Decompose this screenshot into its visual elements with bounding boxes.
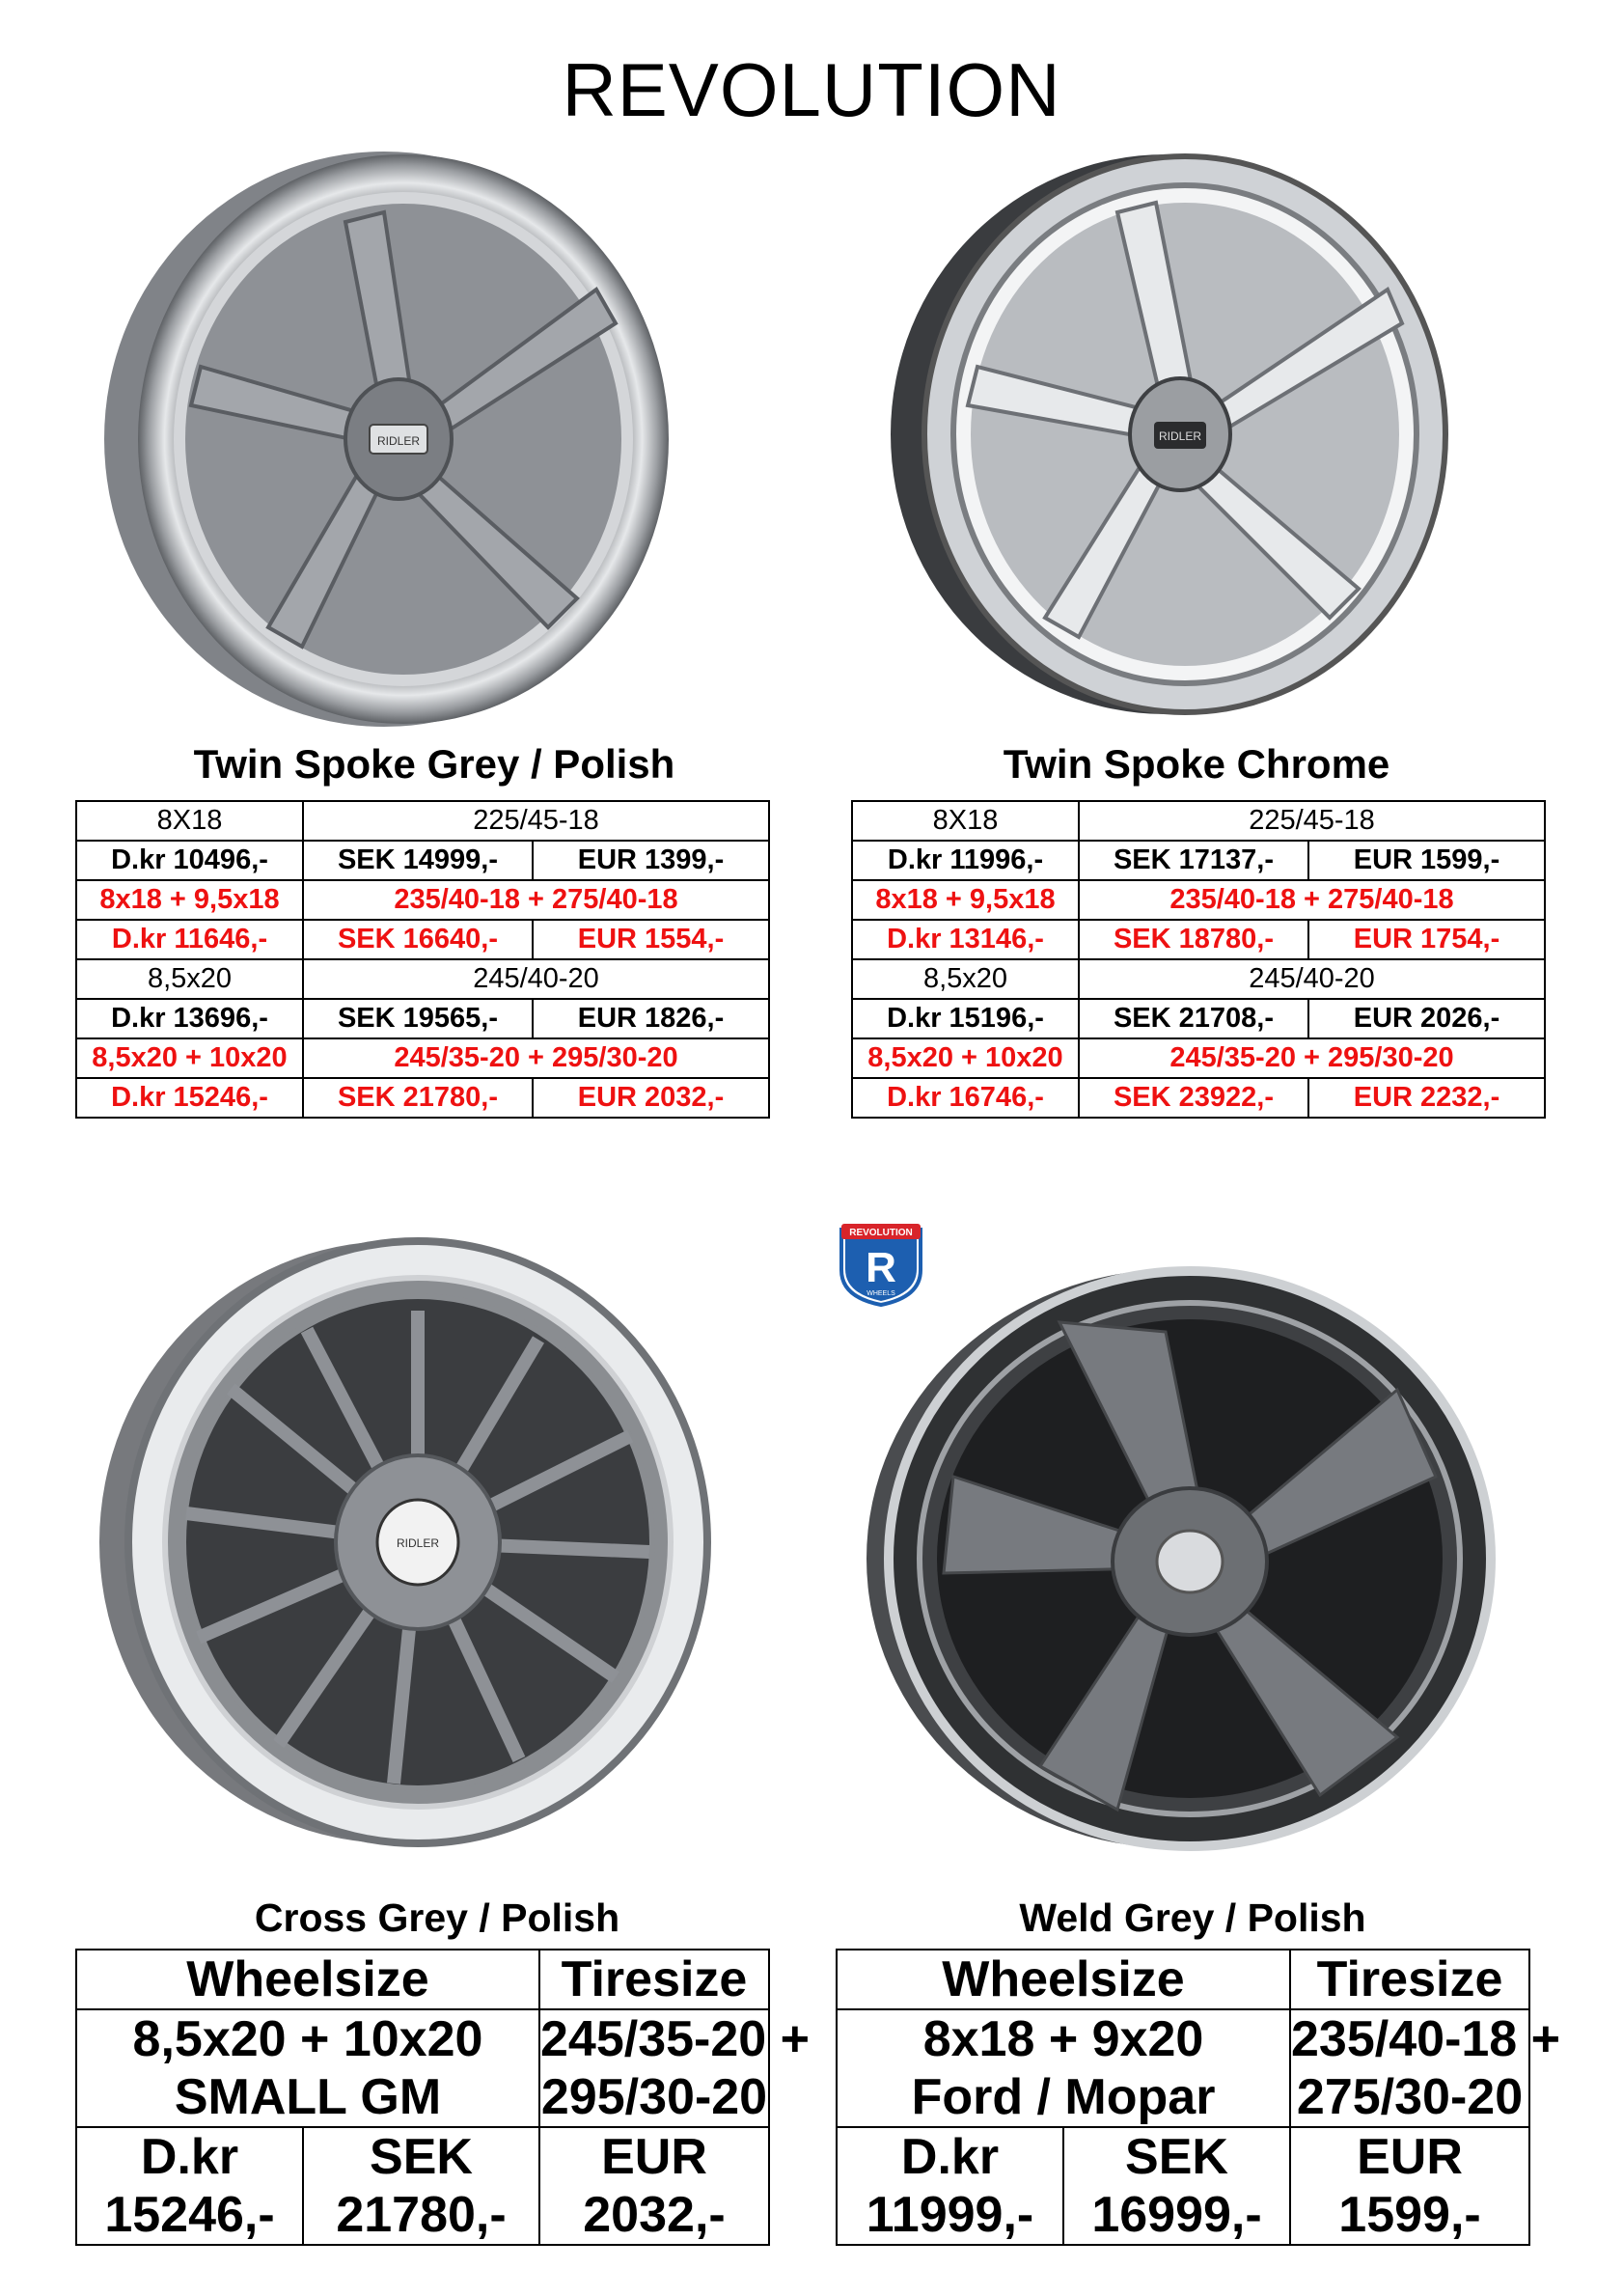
tire-size-cell: 245/35-20 + 295/30-20 [303, 1038, 769, 1078]
wheel-title-twin-spoke-grey: Twin Spoke Grey / Polish [193, 741, 675, 787]
wheel-size-cell: 8,5x20 + 10x20 [76, 1038, 303, 1078]
wheel-size-cell: 8,5x20 [76, 959, 303, 999]
logo-text: REVOLUTION [849, 1228, 913, 1238]
wheelsize-value [76, 2009, 539, 2127]
price-table-cross-grey [75, 1949, 811, 2246]
tiresize-line-2: 295/30-20 [540, 2069, 768, 2125]
wheel-size-cell: 8x18 + 9,5x18 [852, 880, 1079, 920]
weld-grey-wheel-image [857, 1255, 1532, 1853]
price-dkr-cell: D.kr 15196,- [852, 999, 1079, 1038]
center-cap-label: RIDLER [1158, 429, 1202, 443]
tiresize-line-1: 245/35-20 + [540, 2011, 811, 2067]
page-title: REVOLUTION [562, 47, 1061, 132]
center-cap-label: RIDLER [376, 434, 421, 448]
tire-size-cell: 245/35-20 + 295/30-20 [1079, 1038, 1545, 1078]
currency-label: EUR [601, 2129, 707, 2185]
tire-size-cell: 225/45-18 [303, 801, 769, 841]
price-table-weld-grey [836, 1949, 1561, 2246]
price-eur-cell [539, 2127, 769, 2245]
tiresize-line-1: 235/40-18 + [1291, 2011, 1561, 2067]
price-eur-cell: EUR 2026,- [1308, 999, 1545, 1038]
price-eur-cell: EUR 1554,- [533, 920, 769, 959]
price-value: 11999,- [866, 2187, 1034, 2243]
wheel-size-cell: 8X18 [852, 801, 1079, 841]
twin-spoke-grey-wheel-image [95, 145, 731, 733]
price-dkr-cell: D.kr 11996,- [852, 841, 1079, 880]
price-dkr-cell [76, 2127, 303, 2245]
cross-grey-wheel-image [85, 1233, 751, 1851]
price-sek-cell [303, 2127, 539, 2245]
tiresize-line-2: 275/30-20 [1296, 2069, 1524, 2125]
price-dkr-cell: D.kr 16746,- [852, 1078, 1079, 1118]
tire-size-cell: 245/40-20 [303, 959, 769, 999]
twin-spoke-chrome-wheel-image [876, 145, 1494, 733]
price-sek-cell: SEK 23922,- [1079, 1078, 1308, 1118]
wheel-title-weld-grey: Weld Grey / Polish [1019, 1895, 1366, 1940]
price-dkr-cell: D.kr 10496,- [76, 841, 303, 880]
tire-size-cell: 225/45-18 [1079, 801, 1545, 841]
price-table-twin-spoke-chrome [851, 800, 1546, 1119]
price-dkr-cell: D.kr 13146,- [852, 920, 1079, 959]
price-dkr-cell [837, 2127, 1063, 2245]
price-eur-cell [1290, 2127, 1529, 2245]
price-eur-cell: EUR 1399,- [533, 841, 769, 880]
price-value: 21780,- [336, 2187, 507, 2243]
price-eur-cell: EUR 2232,- [1308, 1078, 1545, 1118]
tiresize-header: Tiresize [539, 1950, 769, 2009]
wheelsize-line-2: SMALL GM [174, 2069, 442, 2125]
price-table-twin-spoke-grey [75, 800, 770, 1119]
price-eur-cell: EUR 1599,- [1308, 841, 1545, 880]
price-sek-cell: SEK 14999,- [303, 841, 533, 880]
tiresize-value [539, 2009, 811, 2127]
tire-size-cell: 235/40-18 + 275/40-18 [303, 880, 769, 920]
price-value: 1599,- [1338, 2187, 1481, 2243]
wheelsize-line-1: 8x18 + 9x20 [922, 2011, 1204, 2067]
wheelsize-header: Wheelsize [76, 1950, 539, 2009]
price-sek-cell: SEK 21708,- [1079, 999, 1308, 1038]
tiresize-value [1290, 2009, 1561, 2127]
wheel-size-cell: 8X18 [76, 801, 303, 841]
price-sek-cell: SEK 18780,- [1079, 920, 1308, 959]
price-dkr-cell: D.kr 11646,- [76, 920, 303, 959]
price-eur-cell: EUR 1826,- [533, 999, 769, 1038]
wheelsize-line-1: 8,5x20 + 10x20 [132, 2011, 483, 2067]
price-dkr-cell: D.kr 15246,- [76, 1078, 303, 1118]
tire-size-cell: 235/40-18 + 275/40-18 [1079, 880, 1545, 920]
currency-label: EUR [1357, 2129, 1463, 2185]
price-sek-cell [1063, 2127, 1290, 2245]
center-cap-label: RIDLER [396, 1536, 440, 1550]
price-sek-cell: SEK 21780,- [303, 1078, 533, 1118]
wheelsize-header: Wheelsize [837, 1950, 1290, 2009]
currency-label: D.kr [900, 2129, 1000, 2185]
wheel-size-cell: 8,5x20 [852, 959, 1079, 999]
wheel-size-cell: 8x18 + 9,5x18 [76, 880, 303, 920]
currency-label: D.kr [140, 2129, 239, 2185]
price-value: 2032,- [583, 2187, 726, 2243]
price-value: 15246,- [104, 2187, 275, 2243]
price-dkr-cell: D.kr 13696,- [76, 999, 303, 1038]
wheelsize-line-2: Ford / Mopar [911, 2069, 1216, 2125]
price-sek-cell: SEK 16640,- [303, 920, 533, 959]
wheelsize-value [837, 2009, 1290, 2127]
price-value: 16999,- [1091, 2187, 1262, 2243]
currency-label: SEK [370, 2129, 473, 2185]
logo-subtext: WHEELS [867, 1290, 895, 1297]
wheel-size-cell: 8,5x20 + 10x20 [852, 1038, 1079, 1078]
wheel-title-cross-grey: Cross Grey / Polish [254, 1895, 620, 1940]
price-sek-cell: SEK 19565,- [303, 999, 533, 1038]
price-sek-cell: SEK 17137,- [1079, 841, 1308, 880]
wheel-title-twin-spoke-chrome: Twin Spoke Chrome [1003, 741, 1390, 787]
price-eur-cell: EUR 1754,- [1308, 920, 1545, 959]
logo-letter: R [866, 1244, 896, 1291]
price-eur-cell: EUR 2032,- [533, 1078, 769, 1118]
currency-label: SEK [1125, 2129, 1228, 2185]
tire-size-cell: 245/40-20 [1079, 959, 1545, 999]
tiresize-header: Tiresize [1290, 1950, 1529, 2009]
